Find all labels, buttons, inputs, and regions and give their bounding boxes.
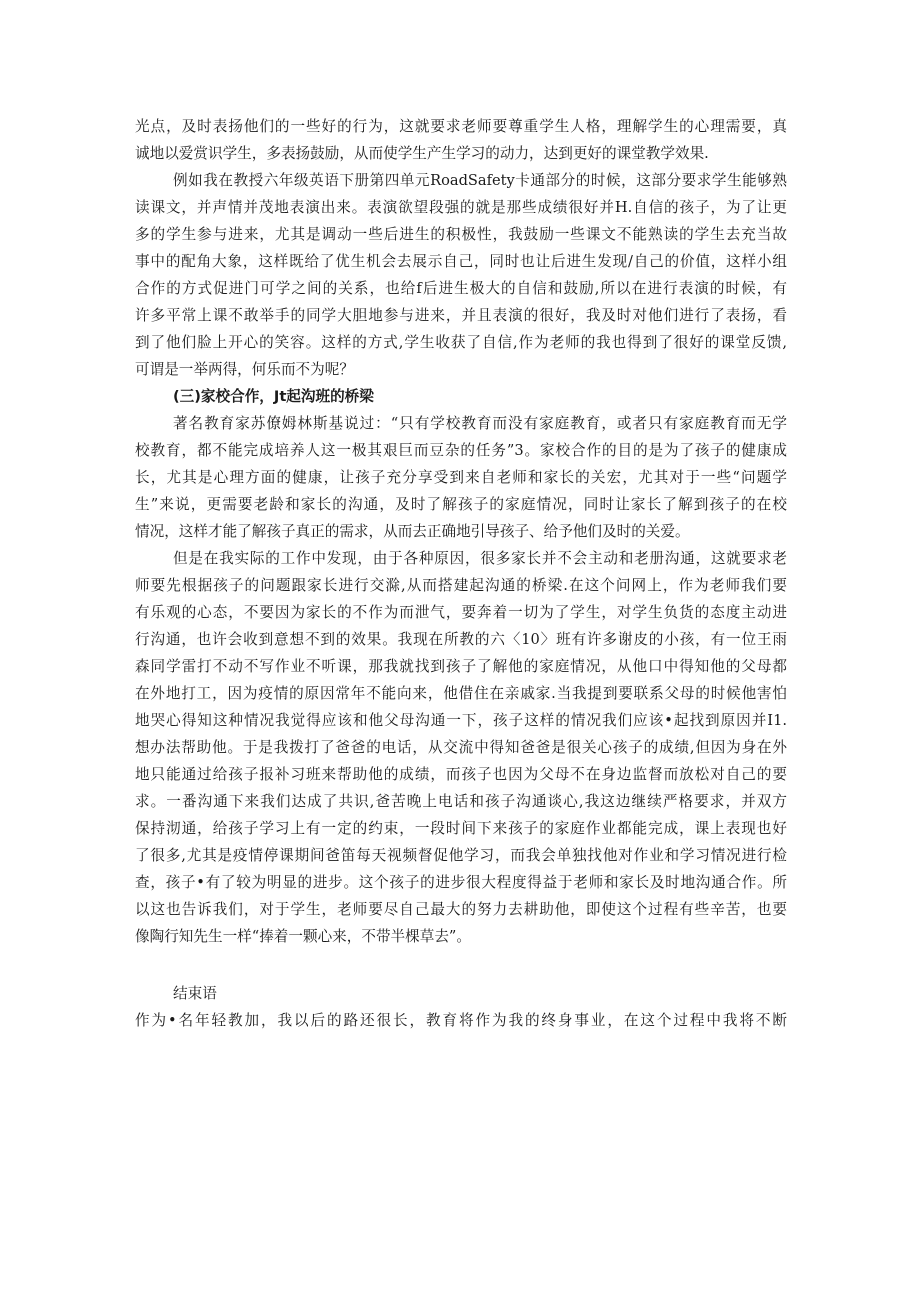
text-line: 长，尤其是心理方面的健康，让孩子充分享受到来自老师和家长的关宏，尤其对于一些“问题学 [135, 469, 787, 486]
paragraph-conclusion [135, 1007, 787, 1034]
text-line: 多的学生参与进来，尤其是调动一些后进生的积极性，我鼓励一些课文不能熟读的学生去充当故 [135, 226, 787, 243]
text-line: 了很多,尤其是疫情停课期间爸笛每天视频督促他学习，而我会单独找他对作业和学习情况进行检 [135, 847, 787, 864]
paragraph-praise-students [135, 113, 787, 167]
conclusion-heading: 结束语 [173, 985, 217, 1002]
text-line: 合作的方式促进门可学之间的关系，也给f后进生极大的自信和鼓励,所以在进行表演的时候，有 [135, 280, 787, 297]
text-line: 校教育，都不能完成培养人这一极其艰巨而豆杂的任务”3。家校合作的目的是为了孩子的健康成 [135, 442, 787, 459]
text-line: 想办法帮助他。于是我拨打了爸爸的电话，从交流中得知爸爸是很关心孩子的成绩,但因为身在外 [135, 739, 787, 756]
section-heading: (三)家校合作，Jt起沟班的桥梁 [173, 388, 374, 405]
text-line: 但是在我实际的工作中发现，由于各种原因，很多家长并不会主动和老册沟通，这就要求老 [173, 550, 787, 567]
text-line: 读课文，并声情并茂地表演出来。表演欲望段强的就是那些成绩很好并H.自信的孩子，为了让更 [135, 199, 787, 216]
paragraph-sukhomlinsky-quote [135, 410, 787, 545]
paragraph-road-safety-example [135, 167, 787, 383]
text-line: 求。一番沟通下来我们达成了共识,爸苦晚上电话和孩子沟通谈心,我这边继续严格要求，并双方 [135, 793, 787, 810]
text-line: 以这也告诉我们，对于学生，老师要尽自己最大的努力去耕助他，即使这个过程有些辛苦，也要 [135, 901, 787, 918]
text-line: 许多平常上课不敢举手的同学大胆地参与进来，并且表演的很好，我及时对他们进行了表扬，看 [135, 307, 787, 324]
text-line: 事中的配角大象，这样既给了优生机会去展示自己，同时也让后进生发现/自己的价值，这样小组 [135, 253, 787, 270]
document-page [135, 113, 787, 1034]
text-line: 著名教育家苏僚姆林斯基说过：“只有学校教育而没有家庭教育，或者只有家庭教育而无学 [173, 415, 787, 432]
text-line: 在外地打工，因为疫情的原因常年不能向来，他借住在亲戚家.当我提到要联系父母的时候他害怕 [135, 685, 787, 702]
text-line: 地哭心得知这种情况我觉得应该和他父母沟通一下，孩子这样的情况我们应该•起找到原因并I1. [135, 712, 787, 729]
text-line: 例如我在教授六年级英语下册第四单元RoadSafety卡通部分的时候，这部分要求学生能够熟 [173, 172, 787, 189]
text-line: 有乐观的心态，不要因为家长的不作为而泄气，要奔着一切为了学生，对学生负货的态度主动进 [135, 604, 787, 621]
text-line: 行沟通，也许会收到意想不到的效果。我现在所教的六〈10〉班有许多谢皮的小孩，有一位王雨 [135, 631, 787, 648]
text-line: 作为•名年轻教加，我以后的路还很长，教育将作为我的终身事业，在这个过程中我将不断 [135, 1012, 787, 1029]
text-line: 情况，这样才能了解孩子真正的需求，从而去正确地引导孩子、给予他们及时的关爱。 [135, 523, 690, 540]
text-line: 师要先根据孩子的问题跟家长进行交滁,从而搭建起沟通的桥梁.在这个问网上，作为老师我们要 [135, 577, 787, 594]
text-line: 可谓是一举两得，何乐而不为呢？ [135, 361, 354, 378]
text-line: 光点，及时表扬他们的一些好的行为，这就要求老师要尊重学生人格，理解学生的心理需要，真 [135, 118, 787, 135]
text-line: 像陶行知先生一样“捧着一颗心来，不带半棵草去”。 [135, 928, 471, 945]
text-line: 到了他们脸上开心的笑容。这样的方式,学生收获了自信,作为老师的我也得到了很好的课堂反馈, [135, 334, 787, 351]
text-line: 保持沏通，给孩子学习上有一定的约束，一段时间下来孩子的家庭作业都能完成，课上表现也好 [135, 820, 787, 837]
text-line: 诚地以爱赏识学生，多表扬鼓励，从而使学生产生学习的动力，达到更好的课堂教学效果. [135, 145, 709, 162]
spacer [135, 950, 787, 980]
text-line: 查，孩子•有了较为明显的进步。这个孩子的进步很大程度得益于老师和家长及时地沟通合作。所 [135, 874, 787, 891]
text-line: 生”来说，更需要老龄和家长的沟通，及时了解孩子的家庭情况，同时让家长了解到孩子的在校 [135, 496, 787, 513]
paragraph-parent-communication [135, 545, 787, 950]
text-line: 森同学雷打不动不写作业不听课，那我就找到孩子了解他的家庭情况，从他口中得知他的父母都 [135, 658, 787, 675]
text-line: 地只能通过给孩子报补习班来帮助他的成绩，而孩子也因为父母不在身边监督而放松对自己的要 [135, 766, 787, 783]
